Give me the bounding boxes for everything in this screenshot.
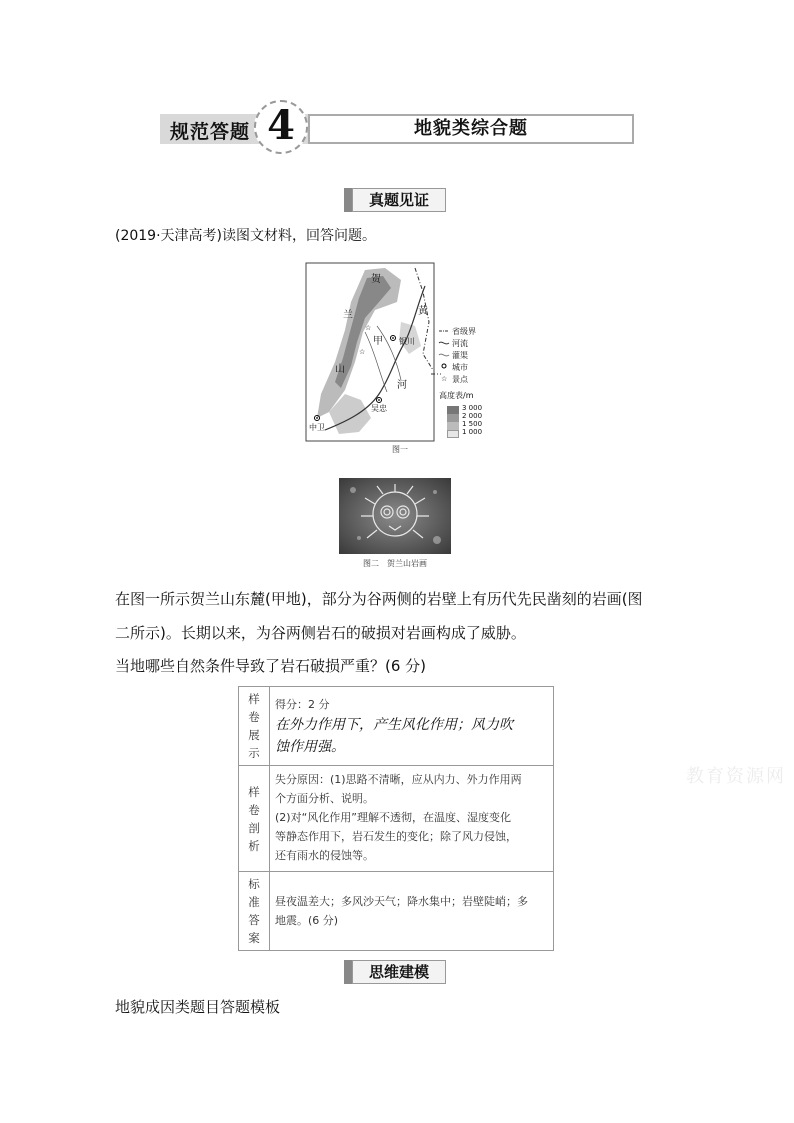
legend-boundary: 省级界 <box>452 327 476 336</box>
row-header-analysis <box>239 766 270 872</box>
legend-scenic: 景点 <box>452 375 468 384</box>
answer-table <box>238 686 554 951</box>
svg-text:☆: ☆ <box>359 348 366 356</box>
elevation-1500: 1 500 <box>462 420 483 428</box>
row-header-sample <box>239 687 270 766</box>
elevation-1000: 1 000 <box>462 428 483 436</box>
analysis-cell <box>270 766 554 872</box>
analysis-line: 等静态作用下，岩石发生的变化；除了风力侵蚀， <box>275 830 517 843</box>
banner-label: 规范答题 <box>170 121 251 143</box>
photo-caption: 图二 贺兰山岩画 <box>363 559 427 568</box>
score-text: 得分：2 分 <box>275 697 330 711</box>
watermark: 教育资源网 <box>686 766 786 787</box>
standard-answer-cell <box>270 872 554 951</box>
footer-text: 地貌成因类题目答题模板 <box>115 998 281 1016</box>
table-row <box>239 766 554 872</box>
elevation-swatch-1500 <box>447 422 459 430</box>
map-label-shan: 山 <box>335 364 345 375</box>
svg-text:☆: ☆ <box>441 375 448 383</box>
analysis-line: 个方面分析、说明。 <box>275 792 374 805</box>
map-label-zhongwei: 中卫 <box>309 423 325 432</box>
legend-canal: 灌渠 <box>452 351 468 360</box>
map-figure <box>305 262 495 458</box>
elevation-title: 高度表/m <box>439 391 474 400</box>
question-text: 当地哪些自然条件导致了岩石破损严重？(6 分) <box>115 657 427 675</box>
map-label-wuzhong: 吴忠 <box>371 404 387 413</box>
elevation-3000: 3 000 <box>462 404 483 412</box>
map-label-he-river: 河 <box>397 380 407 391</box>
row-header-standard <box>239 872 270 951</box>
banner-number: 4 <box>254 100 308 154</box>
handwritten-line: 在外力作用下，产生风化作用；风力吹 <box>275 716 513 733</box>
legend-city: 城市 <box>452 363 468 372</box>
analysis-line: 失分原因：(1)思路不清晰，应从内力、外力作用两 <box>275 773 522 786</box>
elevation-swatch-2000 <box>447 414 459 422</box>
elevation-2000: 2 000 <box>462 412 483 420</box>
question-source: (2019·天津高考)读图文材料，回答问题。 <box>115 228 377 244</box>
section-tag-thinking-model <box>344 960 448 984</box>
section-tag-label: 真题见证 <box>352 188 446 212</box>
legend-river: 河流 <box>452 339 468 348</box>
standard-answer-line: 地震。(6 分) <box>275 914 339 927</box>
map-label-jia: 甲 <box>373 336 383 347</box>
row-header-line: 标准 <box>248 877 260 909</box>
sample-answer-cell <box>270 687 554 766</box>
rock-painting-image <box>339 478 451 554</box>
svg-text:☆: ☆ <box>365 324 372 332</box>
analysis-line: 还有雨水的侵蚀等。 <box>275 849 374 862</box>
row-header-line: 样卷 <box>248 784 260 817</box>
photo-figure <box>339 478 451 568</box>
map-label-huang: 黄 <box>418 306 428 317</box>
row-header-line: 剖析 <box>248 820 260 853</box>
paragraph-line-1: 在图一所示贺兰山东麓(甲地)，部分为谷两侧的岩壁上有历代先民凿刻的岩画(图 <box>115 590 643 608</box>
paragraph-line-2: 二所示)。长期以来，为谷两侧岩石的破损对岩画构成了威胁。 <box>115 624 526 642</box>
handwritten-line: 蚀作用强。 <box>275 738 345 755</box>
title-banner <box>160 102 632 149</box>
row-header-line: 样卷 <box>248 692 260 724</box>
section-tag-real-questions <box>344 188 448 212</box>
map-label-he: 贺 <box>371 274 381 285</box>
table-row <box>239 872 554 951</box>
standard-answer-line: 昼夜温差大；多风沙天气；降水集中；岩壁陡峭；多 <box>275 895 528 908</box>
elevation-swatch-3000 <box>447 406 459 414</box>
row-header-line: 答案 <box>248 913 260 945</box>
banner-title: 地貌类综合题 <box>308 114 634 144</box>
elevation-swatch-1000 <box>447 430 459 438</box>
map-label-yinchuan: 银川 <box>399 337 415 346</box>
elevation-scale <box>447 406 459 438</box>
map-caption: 图一 <box>392 445 408 454</box>
map-label-lan: 兰 <box>343 310 353 321</box>
table-row <box>239 687 554 766</box>
row-header-line: 展示 <box>248 728 260 760</box>
section-tag-label: 思维建模 <box>352 960 446 984</box>
analysis-line: (2)对“风化作用”理解不透彻，在温度、湿度变化 <box>275 811 511 824</box>
